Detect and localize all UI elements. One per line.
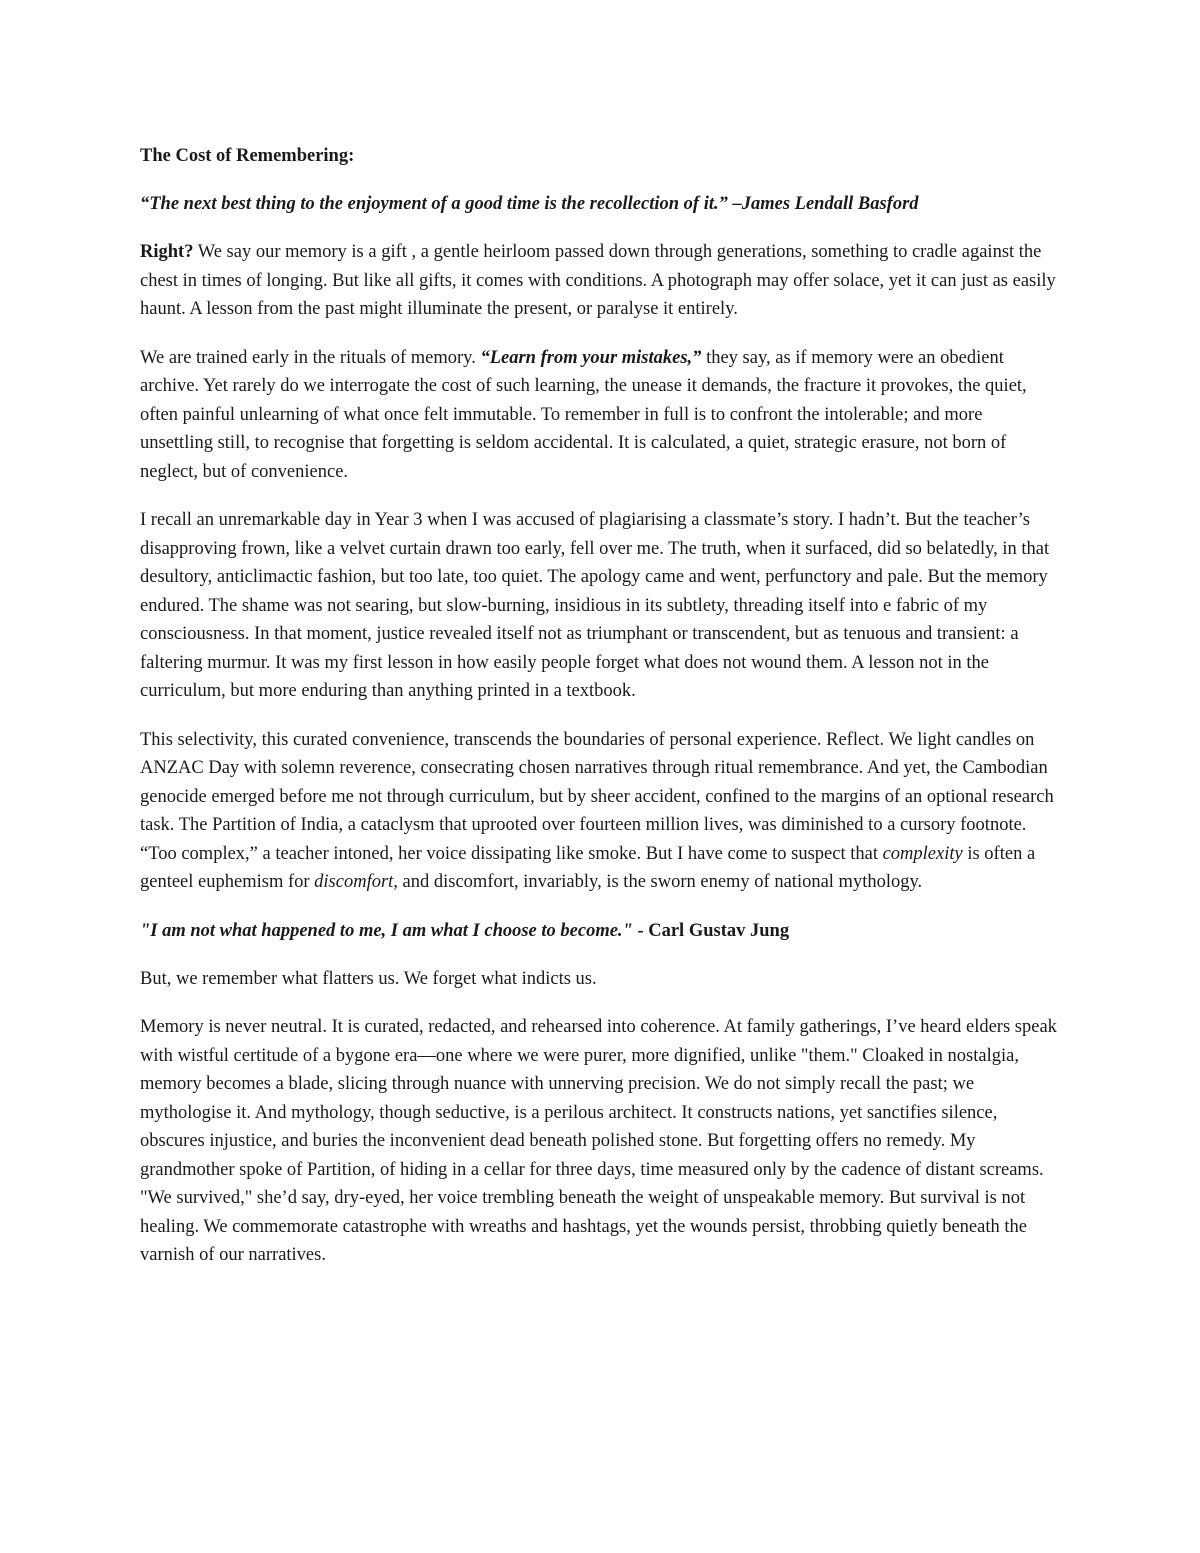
paragraph-1-text: We say our memory is a gift , a gentle heirloom passed down through generations, something to cradle against the chest in times of longing. But like all gifts, it comes with conditions. A photograph may offer solace, yet it can just as easily haunt. A lesson from the past might illuminate the present, or paralyse it entirely. [140,242,1056,319]
paragraph-1 [140,238,1060,324]
paragraph-3: I recall an unremarkable day in Year 3 when I was accused of plagiarising a classmate’s story. I hadn’t. But the teacher’s disapproving frown, like a velvet curtain drawn too early, fell over me. The truth, when it surfaced, did so belatedly, in that desultory, anticlimactic fashion, but too late, too quiet. The apology came and went, perfunctory and pale. But the memory endured. The shame was not searing, but slow-burning, insidious in its subtlety, threading itself into e fabric of my consciousness. In that moment, justice revealed itself not as triumphant or transcendent, but as tenuous and transient: a faltering murmur. It was my first lesson in how easily people forget what does not wound them. A lesson not in the curriculum, but more enduring than anything printed in a textbook. [140,510,1050,701]
jung-quote-text: "I am not what happened to me, I am what I choose to become." [140,920,633,941]
epigraph-quote-text: “The next best thing to the enjoyment of a good time is the recollection of it.” [140,194,728,214]
paragraph-4-complexity: complexity [882,843,963,864]
paragraph-2-post: they say, as if memory were an obedient archive. Yet rarely do we interrogate the cost of such learning, the unease it demands, the fracture it provokes, the quiet, often painful unlearning of what once felt immutable. To remember in full is to confront the intolerable; and more unsettling still, to recognise that forgetting is seldom accidental. It is calculated, a quiet, strategic erasure, not born of neglect, but of convenience. [140,347,1027,482]
paragraph-4 [140,726,1060,897]
paragraph-4-discomfort: discomfort, [314,872,398,892]
document-title: The Cost of Remembering: [140,146,355,166]
document-page [140,142,1060,1290]
epigraph-attribution: –James Lendall Basford [727,194,919,214]
paragraph-2-pre: We are trained early in the rituals of memory. [140,347,481,368]
paragraph-5: But, we remember what flatters us. We forget what indicts us. [140,968,597,989]
epigraph-quote [140,190,1060,218]
paragraph-2 [140,344,1060,487]
paragraph-4-part-b: is often a genteel euphemism for [140,843,1036,892]
paragraph-6: Memory is never neutral. It is curated, redacted, and rehearsed into coherence. At family gatherings, I’ve heard elders speak with wistful certitude of a bygone era—one where we were purer, more dignified, unlike "them." Cloaked in nostalgia, memory becomes a blade, slicing through nuance with unnerving precision. We do not simply recall the past; we mythologise it. And mythology, though seductive, is a perilous architect. It constructs nations, yet sanctifies silence, obscures injustice, and buries the inconvenient dead beneath polished stone. But forgetting offers no remedy. My grandmother spoke of Partition, of hiding in a cellar for three days, time measured only by the cadence of distant screams. "We survived," she’d say, dry-eyed, her voice trembling beneath the weight of unspeakable memory. But survival is not healing. We commemorate catastrophe with wreaths and hashtags, yet the wounds persist, throbbing quietly beneath the varnish of our narratives. [140,1017,1057,1265]
jung-attribution: - Carl Gustav Jung [632,920,790,941]
paragraph-4-part-a: This selectivity, this curated convenience, transcends the boundaries of personal experience. Reflect. We light candles on ANZAC Day with solemn reverence, consecrating chosen narratives through ritual remembrance. And yet, the Cambodian genocide emerged before me not through curriculum, but by sheer accident, confined to the margins of an optional research task. The Partition of India, a cataclysm that uprooted over fourteen million lives, was diminished to a cursory footnote. “Too complex,” a teacher intoned, her voice dissipating like smoke. But I have come to suspect that [140,729,1054,864]
paragraph-1-lead: Right? [140,242,194,262]
paragraph-4-part-c: and discomfort, invariably, is the sworn enemy of national mythology. [397,872,923,892]
paragraph-2-quote: “Learn from your mistakes,” [480,347,702,368]
jung-quote [140,917,1060,945]
